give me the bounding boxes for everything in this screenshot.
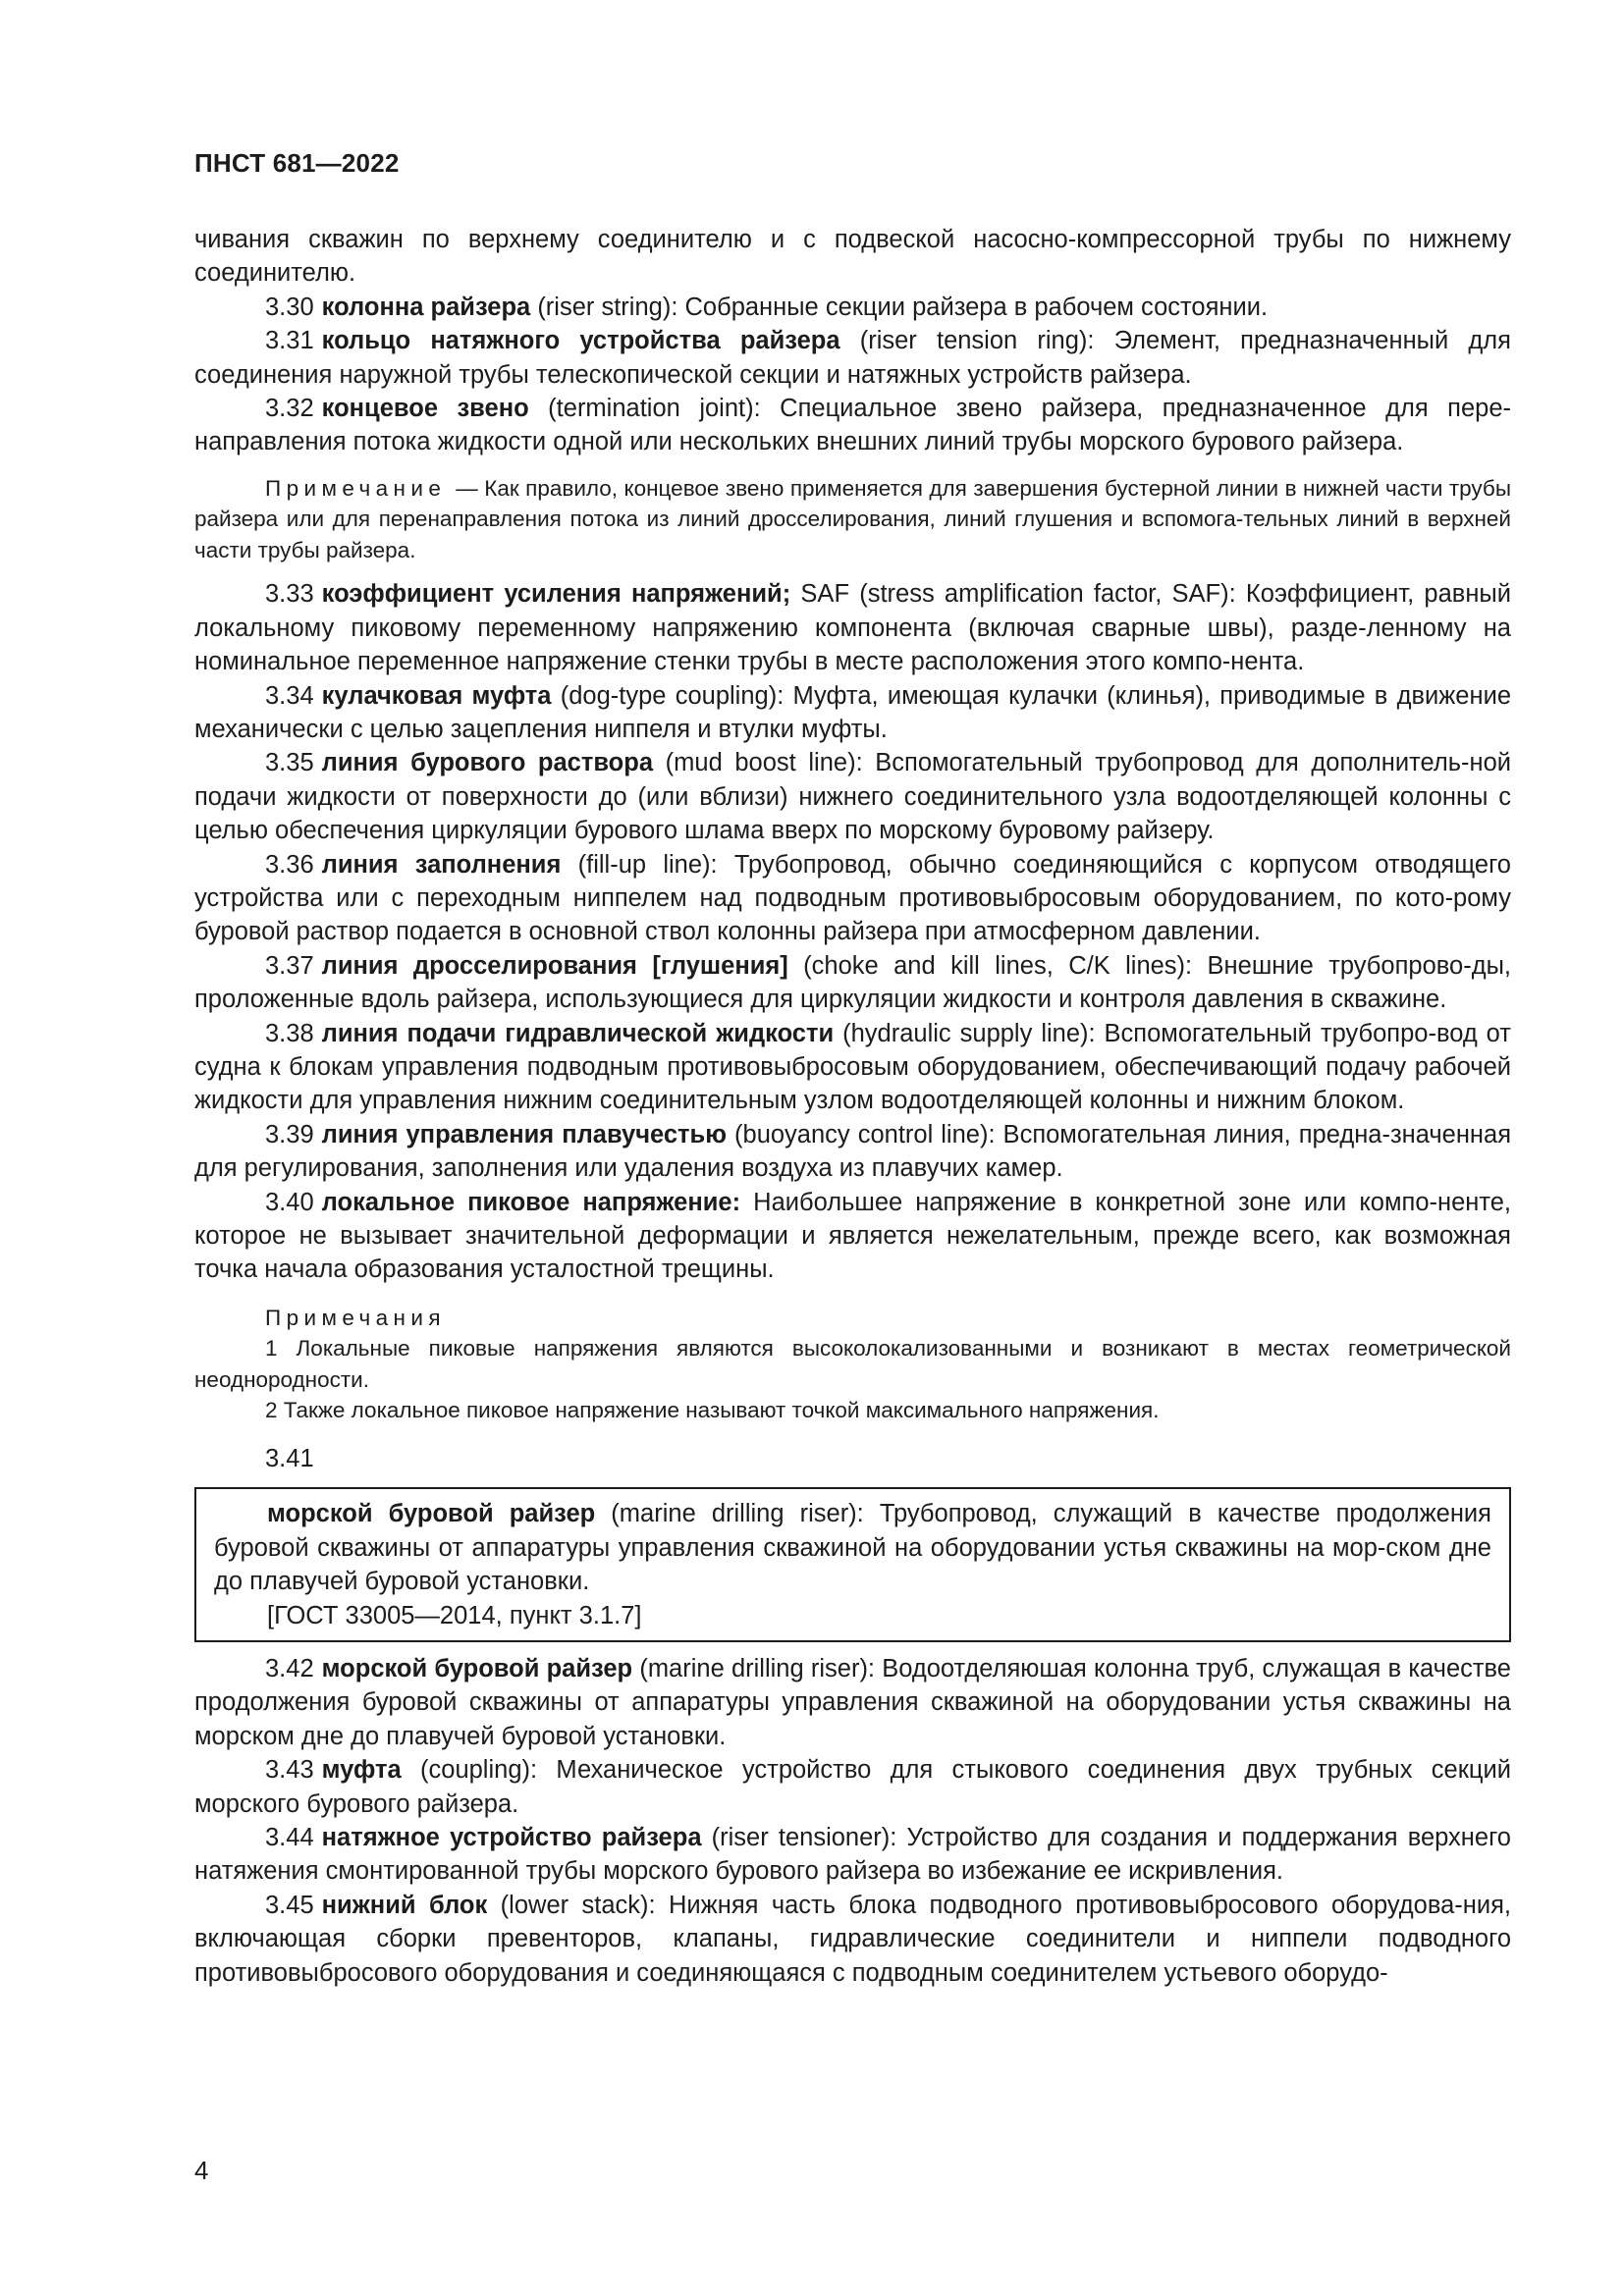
term-number: 3.42: [265, 1654, 314, 1682]
term-3-33: [194, 577, 1511, 678]
term-number: 3.35: [265, 749, 314, 777]
term-number: 3.45: [265, 1891, 314, 1919]
term-title: локальное пиковое напряжение:: [321, 1188, 741, 1216]
term-number: 3.32: [265, 395, 314, 423]
page-content: [194, 223, 1511, 1990]
note-text: — Как правило, концевое звено применяется для завершения бустерной линии в нижней части трубы райзера или для перенаправления потока из линий дросселирования, линий глушения и вспомога-тельных линий в верхней части трубы райзера.: [194, 475, 1511, 562]
term-definition: (marine drilling riser): Водоотделяюшая колонна труб, служащая в качестве продолжения буровой скважины от аппаратуры управления скважиной на оборудовании устья скважины на морском дне до плавучей буровой установки.: [194, 1654, 1511, 1750]
term-definition: (hydraulic supply line): Вспомогательный трубопро-вод от судна к блокам управления подводным противовыбросовым оборудованием, обеспечивающий подачу рабочей жидкости для управления нижним соединительным узлом водоотделяющей колонны и нижним блоком.: [194, 1019, 1511, 1115]
term-title: линия дросселирования [глушения]: [321, 951, 788, 980]
term-title: коэффициент усиления напряжений;: [321, 580, 791, 609]
term-3-35: [194, 746, 1511, 847]
term-title: линия управления плавучестью: [321, 1120, 727, 1148]
term-title: кулачковая муфта: [321, 681, 552, 710]
term-number: 3.30: [265, 293, 314, 321]
standard-header: ПНСТ 681—2022: [194, 148, 400, 178]
term-number: 3.39: [265, 1120, 314, 1148]
term-title: муфта: [321, 1756, 402, 1785]
term-number: 3.40: [265, 1188, 314, 1216]
term-3-41-number: 3.41: [265, 1444, 314, 1472]
term-3-34: [194, 679, 1511, 747]
term-3-41: [214, 1497, 1491, 1598]
note-item-2: 2 Также локальное пиковое напряжение называют точкой максимального напряжения.: [265, 1398, 1160, 1423]
term-3-38: [194, 1017, 1511, 1118]
note-label: Примечание: [265, 475, 447, 501]
term-definition: (buoyancy control line): Вспомогательная линия, предна-значенная для регулирования, заполнения или удаления воздуха из плавучих камер.: [194, 1120, 1512, 1183]
term-definition: (mud boost line): Вспомогательный трубопровод для дополнитель-ной подачи жидкости от поверхности до (или вблизи) нижнего соединительного узла водоотделяющей колонны с целью обеспечения циркуляции бурового шлама вверх по морскому буровому райзеру.: [194, 749, 1512, 845]
term-title: морской буровой райзер: [267, 1500, 596, 1528]
term-3-44: [194, 1821, 1511, 1889]
term-definition: (termination joint): Специальное звено райзера, предназначенное для пере-направления потока жидкости одной или нескольких внешних линий трубы морского бурового райзера.: [194, 395, 1512, 456]
term-definition: (fill-up line): Трубопровод, обычно соединяющийся с корпусом отводящего устройства или с переходным ниппелем над подводным противовыбросовым оборудованием, по кото-рому буровой раствор подается в основной ствол колонны райзера при атмосферном давлении.: [194, 850, 1511, 946]
intro-paragraph: чивания скважин по верхнему соединителю и с подвеской насосно-компрессорной трубы по нижнему соединителю.: [194, 226, 1511, 288]
term-3-31: [194, 324, 1511, 392]
term-title: кольцо натяжного устройства райзера: [321, 327, 840, 355]
term-title: линия бурового раствора: [321, 749, 654, 777]
term-3-30: [194, 291, 1511, 324]
term-title: линия заполнения: [321, 850, 562, 879]
term-3-36: [194, 848, 1511, 949]
term-3-42: [194, 1652, 1511, 1753]
term-3-32: [194, 392, 1511, 459]
term-number: 3.34: [265, 681, 314, 710]
term-definition: (marine drilling riser): Трубопровод, служащий в качестве продолжения буровой скважины от аппаратуры управления скважиной на оборудовании устья скважины на мор-ском дне до плавучей буровой установки.: [214, 1500, 1491, 1596]
term-definition: (choke and kill lines, C/K lines): Внешние трубопрово-ды, проложенные вдоль райзера, использующиеся для циркуляции жидкости и контроля давления в скважине.: [194, 951, 1511, 1014]
term-number: 3.36: [265, 850, 314, 879]
term-title: линия подачи гидравлической жидкости: [321, 1019, 835, 1047]
cited-term-box: [194, 1487, 1511, 1642]
term-number: 3.38: [265, 1019, 314, 1047]
term-3-37: [194, 949, 1511, 1017]
note-3-32: [194, 473, 1511, 566]
term-3-45: [194, 1889, 1511, 1990]
term-title: нижний блок: [321, 1891, 488, 1919]
term-definition: SAF (stress amplification factor, SAF): Коэффициент, равный локальному пиковому переменному напряжению компонента (включая сварные швы), разде-ленному на номинальное переменное напряжение стенки трубы в месте расположения этого компо-нента.: [194, 580, 1511, 676]
term-title: морской буровой райзер: [321, 1654, 633, 1682]
term-number: 3.43: [265, 1756, 314, 1785]
term-title: натяжное устройство райзера: [321, 1823, 702, 1851]
page-number: 4: [194, 2156, 209, 2185]
notes-title: Примечания: [265, 1305, 446, 1330]
term-definition: (coupling): Механическое устройство для стыкового соединения двух трубных секций морского бурового райзера.: [194, 1756, 1511, 1818]
term-title: колонна райзера: [321, 293, 531, 321]
note-item-1: 1 Локальные пиковые напряжения являются высоколокализованными и возникают в местах геометрической неоднородности.: [194, 1336, 1511, 1392]
term-number: 3.44: [265, 1823, 314, 1851]
term-definition: Наибольшее напряжение в конкретной зоне или компо-ненте, которое не вызывает значительной деформации и является нежелательным, прежде всего, как возможная точка начала образования усталостной трещины.: [194, 1188, 1511, 1284]
term-number: 3.31: [265, 327, 314, 355]
term-definition: (dog-type coupling): Муфта, имеющая кулачки (клинья), приводимые в движение механически с целью зацепления ниппеля и втулки муфты.: [194, 681, 1512, 743]
term-number: 3.33: [265, 580, 314, 609]
term-definition: (riser tension ring): Элемент, предназначенный для соединения наружной трубы телескопической секции и натяжных устройств райзера.: [194, 327, 1511, 389]
term-definition: (riser string): Собранные секции райзера в рабочем состоянии.: [530, 293, 1269, 321]
term-definition: (lower stack): Нижняя часть блока подводного противовыбросового оборудова-ния, включающая сборки превенторов, клапаны, гидравлические соединители и ниппели подводного противовыбросового оборудования и соединяющаяся с подводным соединителем устьевого оборудо-: [194, 1891, 1511, 1987]
term-3-40: [194, 1186, 1511, 1287]
term-3-43: [194, 1753, 1511, 1821]
term-definition: (riser tensioner): Устройство для создания и поддержания верхнего натяжения смонтированной трубы морского бурового райзера во избежание ее искривления.: [194, 1823, 1511, 1886]
term-number: 3.37: [265, 951, 314, 980]
term-title: концевое звено: [321, 395, 529, 423]
term-source-reference: [ГОСТ 33005—2014, пункт 3.1.7]: [267, 1601, 642, 1629]
term-3-39: [194, 1118, 1511, 1186]
